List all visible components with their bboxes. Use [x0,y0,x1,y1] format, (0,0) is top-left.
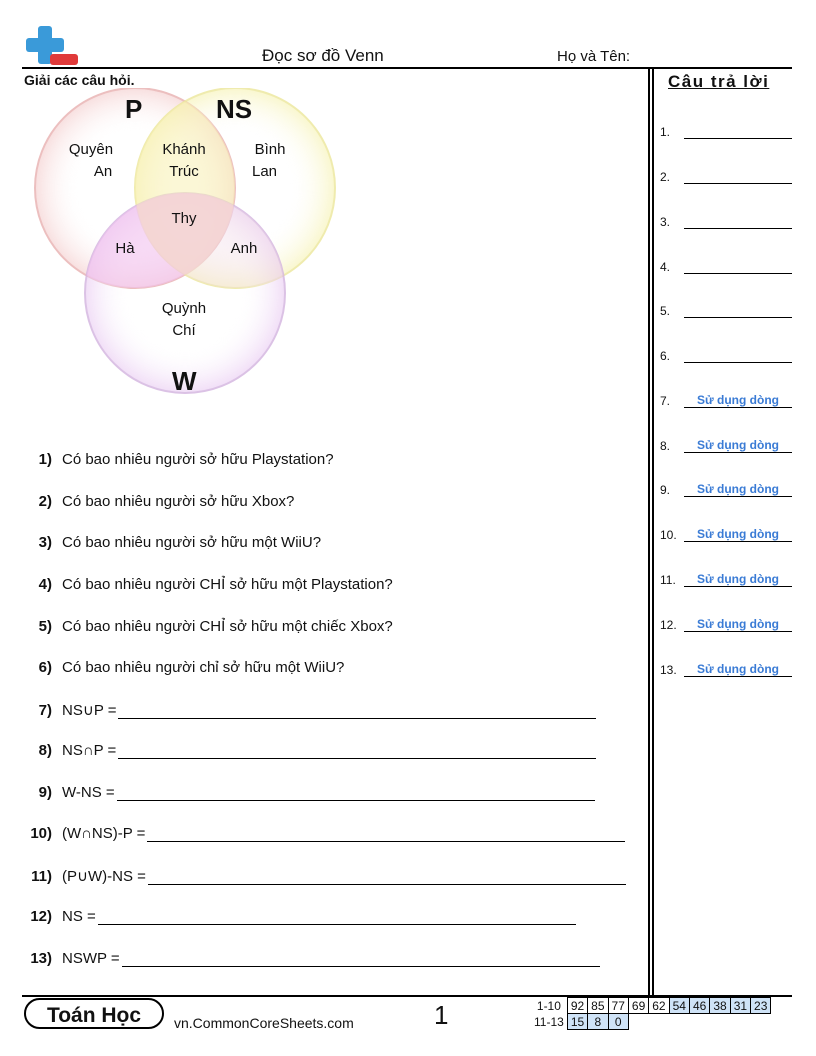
answer-blank[interactable] [117,786,595,801]
question-13: 13) NSWP = [24,950,600,967]
answer-field[interactable] [684,169,792,184]
answer-field[interactable] [684,124,792,139]
answer-row-9: 9. Sử dụng dòng [660,482,792,497]
question-2: 2) Có bao nhiêu người sở hữu Xbox? [38,493,295,510]
answer-row-6: 6. [660,348,792,363]
answer-row-7: 7. Sử dụng dòng [660,393,792,408]
question-12: 12) NS = [24,908,576,925]
answer-field[interactable] [684,214,792,229]
answer-field[interactable] [684,348,792,363]
answer-field[interactable]: Sử dụng dòng [684,393,792,408]
brand-badge: Toán Học [24,998,164,1029]
venn-region-w-only: Quỳnh Chí [161,300,207,339]
answer-field[interactable]: Sử dụng dòng [684,527,792,542]
question-6: 6) Có bao nhiêu người chỉ sở hữu một WiiU? [38,659,345,676]
answer-row-3: 3. [660,214,792,229]
question-5: 5) Có bao nhiêu người CHỈ sở hữu một chiếc Xbox? [38,618,393,635]
answer-blank[interactable] [118,704,596,719]
score-row: 11-13 15 8 0 [531,1014,771,1030]
answer-field[interactable]: Sử dụng dòng [684,662,792,677]
answer-row-5: 5. [660,303,792,318]
question-11: 11) (P∪W)-NS = [24,867,626,885]
answer-field[interactable]: Sử dụng dòng [684,438,792,453]
venn-diagram [30,88,340,398]
answer-field[interactable] [684,259,792,274]
site-url: vn.CommonCoreSheets.com [174,1015,354,1031]
header-rule [22,67,792,69]
answer-blank[interactable] [148,870,626,885]
column-divider [648,68,650,996]
venn-region-all: Thy [171,210,197,227]
score-table [531,997,771,1030]
question-7: 7) NS∪P = [24,701,596,719]
answer-field[interactable]: Sử dụng dòng [684,482,792,497]
question-1: 1) Có bao nhiêu người sở hữu Playstation? [38,451,334,468]
answer-row-4: 4. [660,259,792,274]
instructions: Giải các câu hỏi. [24,72,135,88]
answer-row-10: 10. Sử dụng dòng [660,527,792,542]
answer-row-2: 2. [660,169,792,184]
answer-blank[interactable] [118,744,596,759]
venn-label-ns: NS [216,94,253,124]
answers-heading: Câu trả lời [668,72,770,91]
venn-label-w: W [172,366,197,396]
logo-icon [24,24,80,68]
answer-row-13: 13. Sử dụng dòng [660,662,792,677]
venn-region-p-ns: Khánh Trúc [162,141,206,180]
question-8: 8) NS∩P = [24,742,596,759]
answer-row-1: 1. [660,124,792,139]
column-divider [652,68,654,996]
page-title: Đọc sơ đồ Venn [262,46,384,65]
page-number: 1 [434,1000,449,1030]
name-label: Họ và Tên: [557,48,631,65]
question-3: 3) Có bao nhiêu người sở hữu một WiiU? [38,534,322,551]
question-10: 10) (W∩NS)-P = [24,825,625,842]
answer-field[interactable]: Sử dụng dòng [684,572,792,587]
answer-field[interactable]: Sử dụng dòng [684,617,792,632]
answer-blank[interactable] [98,910,576,925]
answer-row-8: 8. Sử dụng dòng [660,438,792,453]
question-9: 9) W-NS = [24,784,595,801]
answer-blank[interactable] [122,952,600,967]
venn-region-ns-w: Anh [230,240,258,257]
answer-row-12: 12. Sử dụng dòng [660,617,792,632]
answer-row-11: 11. Sử dụng dòng [660,572,792,587]
score-row: 1-10 92 85 77 69 62 54 46 38 31 23 [531,998,771,1014]
venn-region-ns-only: Bình Lan [252,141,286,180]
venn-region-p-only: Quyên An [68,141,114,180]
venn-region-p-w: Hà [115,240,135,257]
venn-label-p: P [125,94,143,124]
answer-field[interactable] [684,303,792,318]
question-4: 4) Có bao nhiêu người CHỈ sở hữu một Playstation? [38,576,393,593]
answer-blank[interactable] [147,827,625,842]
